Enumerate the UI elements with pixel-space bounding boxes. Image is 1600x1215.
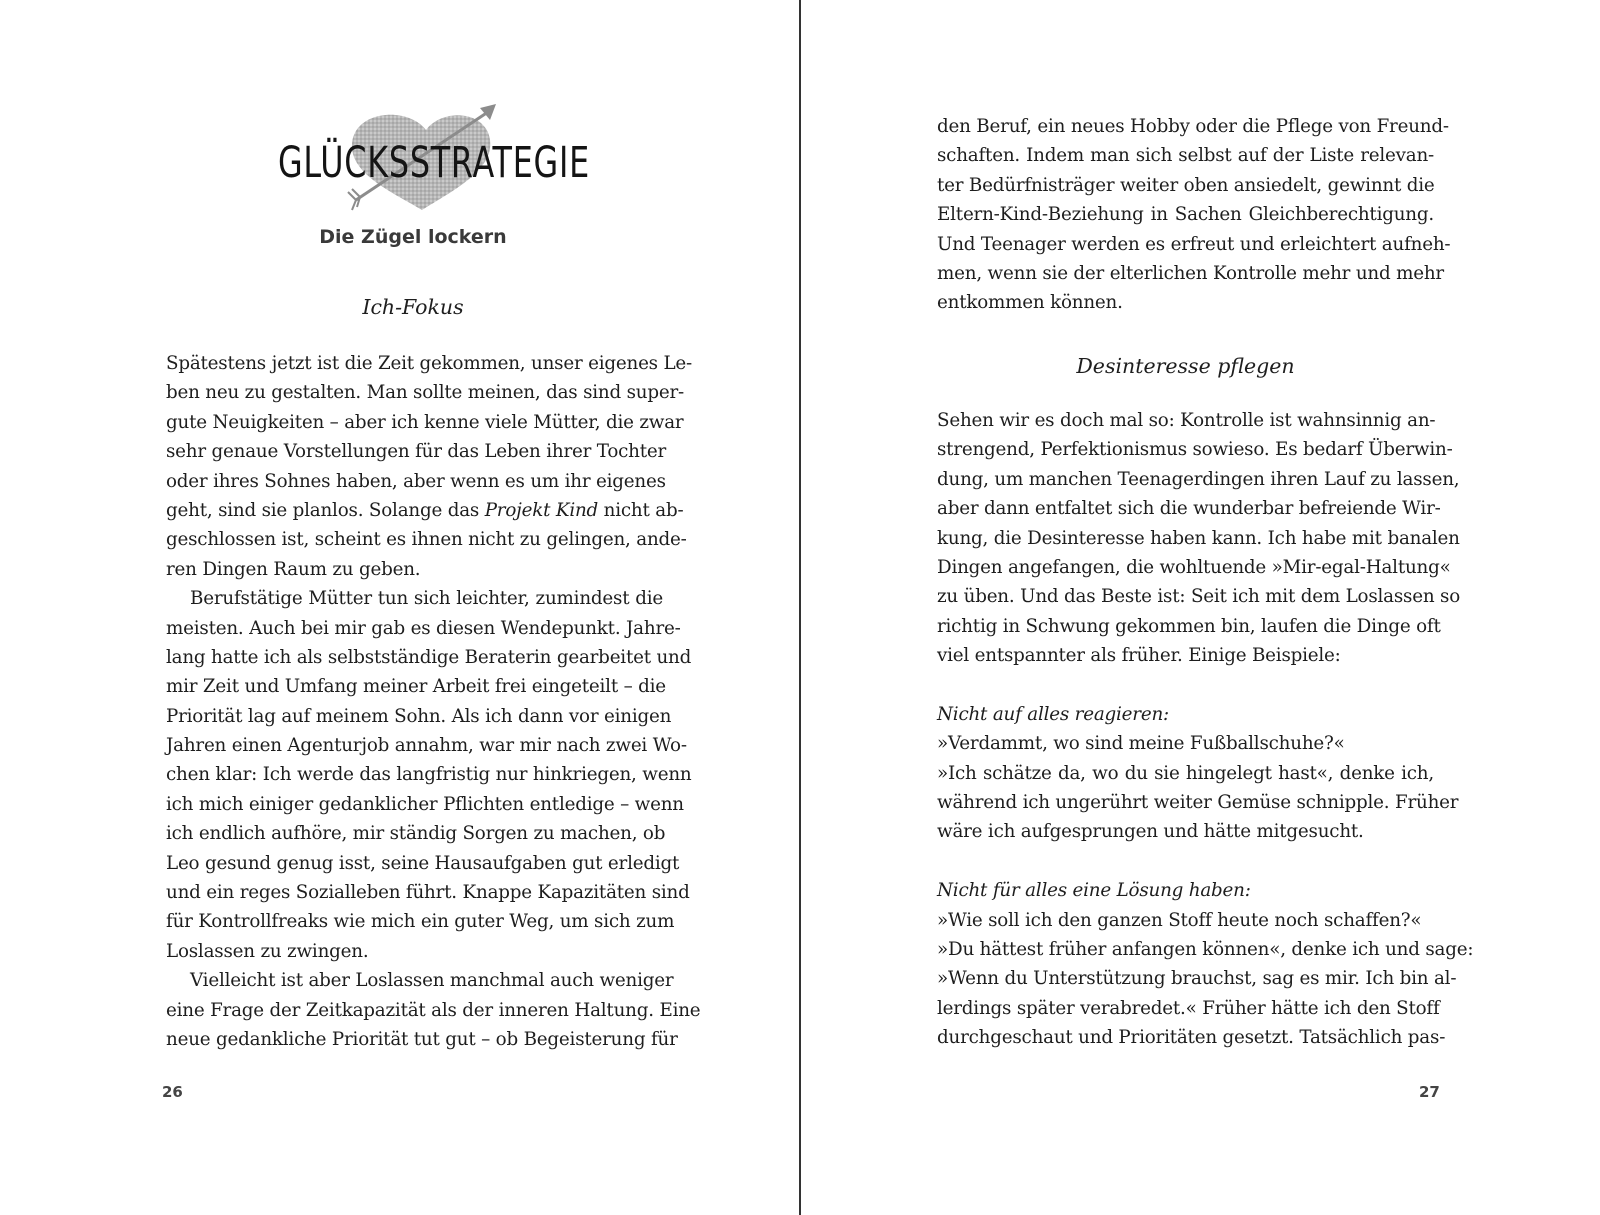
- line-text: ich endlich aufhöre, mir ständig Sorgen zu machen, ob: [166, 823, 666, 845]
- text-line: [166, 643, 692, 672]
- line-text: lang hatte ich als selbstständige Beraterin gearbeitet und: [166, 646, 692, 668]
- chapter-header: [270, 100, 590, 220]
- text-line: [937, 817, 1434, 846]
- text-line: [937, 435, 1453, 464]
- text-line: [166, 702, 672, 731]
- line-text: Priorität lag auf meinem Sohn. Als ich dann vor einigen: [166, 705, 672, 727]
- italic-text: Nicht auf alles reagieren:: [937, 703, 1169, 725]
- text-line: [937, 171, 1434, 200]
- text-line: [166, 790, 684, 819]
- line-text: ben neu zu gestalten. Man sollte meinen, das sind super-: [166, 382, 685, 404]
- text-line: [166, 849, 680, 878]
- text-line: [166, 937, 663, 966]
- text-line: [937, 524, 1460, 553]
- line-text: »Ich schätze da, wo du sie hingelegt hast«, denke ich,: [937, 762, 1434, 784]
- line-text: entkommen können.: [937, 292, 1123, 314]
- line-text: nicht ab-: [598, 499, 684, 521]
- text-line: [937, 494, 1441, 523]
- line-text: lerdings später verabredet.« Früher hätte ich den Stoff: [937, 997, 1440, 1019]
- text-line: [937, 759, 1434, 788]
- line-text: Loslassen zu zwingen.: [166, 940, 369, 962]
- line-text: ich mich einiger gedanklicher Pflichten entledige – wenn: [166, 793, 684, 815]
- line-text: dung, um manchen Teenagerdingen ihren Lauf zu lassen,: [937, 468, 1460, 490]
- page-number-right: 27: [1419, 1083, 1440, 1101]
- line-text: ren Dingen Raum zu geben.: [166, 558, 421, 580]
- line-text: geschlossen ist, scheint es ihnen nicht zu gelingen, ande-: [166, 529, 687, 551]
- text-line: [937, 582, 1461, 611]
- text-line: [166, 437, 667, 466]
- text-line: [166, 907, 675, 936]
- text-line: [937, 935, 1474, 964]
- line-text: und ein reges Sozialleben führt. Knappe Kapazitäten sind: [166, 882, 690, 904]
- text-line: [166, 878, 690, 907]
- text-line: [166, 731, 687, 760]
- line-text: mir Zeit und Umfang meiner Arbeit frei eingeteilt – die: [166, 676, 666, 698]
- line-text: viel entspannter als früher. Einige Beispiele:: [937, 645, 1341, 667]
- text-line: [937, 729, 1434, 758]
- text-line: [166, 467, 666, 496]
- text-line: [937, 230, 1451, 259]
- text-line: [937, 553, 1451, 582]
- text-line: [937, 1023, 1446, 1052]
- line-text: meisten. Auch bei mir gab es diesen Wendepunkt. Jahre-: [166, 617, 681, 639]
- text-line: [937, 612, 1441, 641]
- section-heading-desinteresse: Desinteresse pflegen: [1076, 354, 1295, 378]
- line-text: chen klar: Ich werde das langfristig nur hinkriegen, wenn: [166, 764, 692, 786]
- line-text: strengend, Perfektionismus sowieso. Es bedarf Überwin-: [937, 439, 1453, 461]
- line-text: wäre ich aufgesprungen und hätte mitgesucht.: [937, 821, 1364, 843]
- line-text: ter Bedürfnisträger weiter oben ansiedelt, gewinnt die: [937, 174, 1435, 196]
- line-text: oder ihres Sohnes haben, aber wenn es um ihr eigenes: [166, 470, 666, 492]
- line-text: schaften. Indem man sich selbst auf der Liste relevan-: [937, 145, 1434, 167]
- line-text: Spätestens jetzt ist die Zeit gekommen, unser eigenes Le-: [166, 353, 693, 374]
- text-line: [166, 966, 674, 995]
- line-text: Eltern-Kind-Beziehung in Sachen Gleichberechtigung.: [937, 204, 1434, 226]
- right-body-text-bottom: [937, 406, 1474, 1053]
- line-text: »Du hättest früher anfangen können«, denke ich und sage:: [937, 939, 1474, 961]
- section-heading-ich-fokus: Ich-Fokus: [362, 295, 464, 319]
- text-line: [166, 525, 687, 554]
- line-text: für Kontrollfreaks wie mich ein guter Weg, um sich zum: [166, 911, 675, 933]
- line-text: durchgeschaut und Prioritäten gesetzt. Tatsächlich pas-: [937, 1027, 1446, 1049]
- text-line: [937, 788, 1459, 817]
- line-text: richtig in Schwung gekommen bin, laufen die Dinge oft: [937, 615, 1441, 637]
- paragraph-gap: [937, 671, 1434, 700]
- line-text: zu üben. Und das Beste ist: Seit ich mit dem Loslassen so: [937, 586, 1461, 608]
- italic-text: Nicht für alles eine Lösung haben:: [937, 880, 1251, 902]
- line-text: sehr genaue Vorstellungen für das Leben ihrer Tochter: [166, 441, 667, 463]
- line-text: »Wenn du Unterstützung brauchst, sag es mir. Ich bin al-: [937, 968, 1457, 990]
- paragraph-gap: [937, 847, 1434, 876]
- text-line: [166, 1025, 678, 1054]
- text-line: [166, 408, 684, 437]
- left-page: [0, 0, 799, 1215]
- text-line: [166, 584, 663, 613]
- line-text: »Wie soll ich den ganzen Stoff heute noch schaffen?«: [937, 909, 1422, 931]
- text-line: [937, 641, 1434, 670]
- text-line: [937, 406, 1434, 435]
- chapter-subtitle: [166, 226, 660, 248]
- chapter-subtitle-text: Die Zügel lockern: [319, 226, 507, 248]
- text-line: [166, 760, 692, 789]
- left-body-text: [166, 349, 701, 1054]
- line-text: den Beruf, ein neues Hobby oder die Pflege von Freund-: [937, 116, 1449, 137]
- line-text: Und Teenager werden es erfreut und erleichtert aufneh-: [937, 233, 1451, 255]
- line-text: Berufstätige Mütter tun sich leichter, zumindest die: [190, 588, 663, 610]
- text-line: [166, 349, 693, 378]
- text-line: [937, 141, 1434, 170]
- text-line: [937, 465, 1460, 494]
- line-text: gute Neuigkeiten – aber ich kenne viele Mütter, die zwar: [166, 411, 684, 433]
- text-line: [166, 378, 685, 407]
- text-line: [166, 614, 681, 643]
- text-line: [937, 112, 1449, 141]
- line-text: während ich ungerührt weiter Gemüse schnipple. Früher: [937, 792, 1459, 814]
- text-line: [937, 259, 1444, 288]
- line-text: Sehen wir es doch mal so: Kontrolle ist wahnsinnig an-: [937, 410, 1436, 431]
- chapter-title: GLÜCKSSTRATEGIE: [278, 138, 590, 188]
- line-text: men, wenn sie der elterlichen Kontrolle mehr und mehr: [937, 262, 1444, 284]
- text-line: [166, 555, 663, 584]
- text-line: [937, 700, 1434, 729]
- line-text: Jahren einen Agenturjob annahm, war mir nach zwei Wo-: [166, 735, 687, 757]
- line-text: kung, die Desinteresse haben kann. Ich habe mit banalen: [937, 527, 1460, 549]
- text-line: [937, 994, 1440, 1023]
- line-text: neue gedankliche Priorität tut gut – ob Begeisterung für: [166, 1028, 678, 1050]
- text-line: [937, 964, 1457, 993]
- text-line: [937, 288, 1434, 317]
- line-text: Dingen angefangen, die wohltuende »Mir-egal-Haltung«: [937, 556, 1451, 578]
- line-text: Vielleicht ist aber Loslassen manchmal auch weniger: [190, 970, 674, 992]
- right-body-text-top: [937, 112, 1451, 318]
- page-number-left: 26: [162, 1083, 183, 1101]
- text-line: [166, 496, 684, 525]
- text-line: [166, 996, 701, 1025]
- right-page: [801, 0, 1600, 1215]
- line-text: eine Frage der Zeitkapazität als der inneren Haltung. Eine: [166, 999, 701, 1021]
- text-line: [937, 906, 1434, 935]
- line-text: Leo gesund genug isst, seine Hausaufgaben gut erledigt: [166, 852, 680, 874]
- text-line: [166, 672, 666, 701]
- line-text: geht, sind sie planlos. Solange das: [166, 499, 485, 521]
- italic-text: Projekt Kind: [484, 499, 599, 521]
- text-line: [937, 200, 1434, 229]
- text-line: [166, 819, 666, 848]
- text-line: [937, 876, 1434, 905]
- line-text: »Verdammt, wo sind meine Fußballschuhe?«: [937, 733, 1345, 755]
- line-text: aber dann entfaltet sich die wunderbar befreiende Wir-: [937, 498, 1441, 520]
